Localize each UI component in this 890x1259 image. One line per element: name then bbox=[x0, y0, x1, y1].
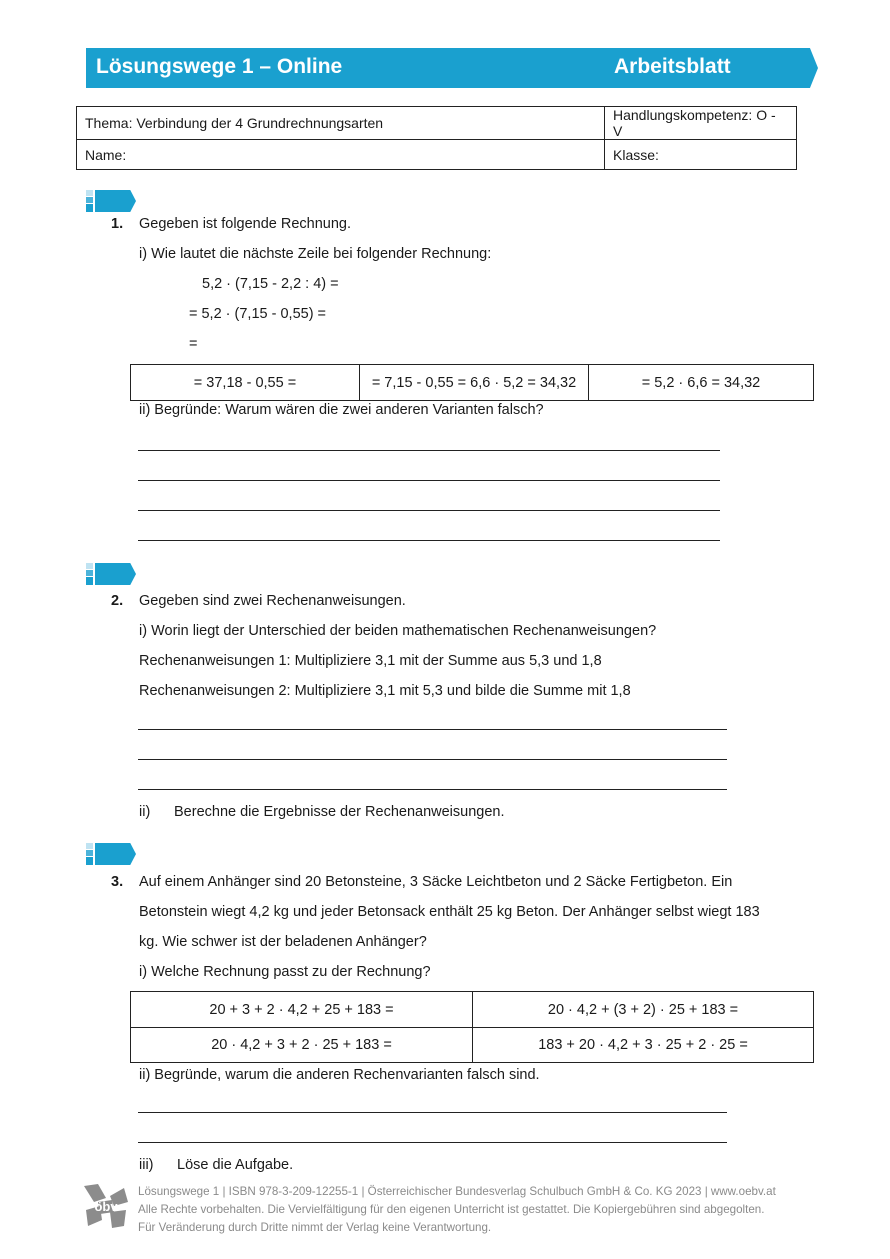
task2-question-2-label: ii) bbox=[139, 804, 151, 820]
competence-cell: Handlungskompetenz: O - V bbox=[605, 107, 797, 140]
answer-line[interactable] bbox=[138, 789, 727, 790]
task2-instruction-1: Rechenanweisungen 1: Multipliziere 3,1 mit der Summe aus 5,3 und 1,8 bbox=[139, 653, 602, 669]
task3-option-b[interactable]: 20 · 4,2 + (3 + 2) · 25 + 183 = bbox=[473, 992, 814, 1028]
footer-line-2: Alle Rechte vorbehalten. Die Vervielfältigung für den eigenen Unterricht ist gestattet. Die Kopiergebühren sind abgegolten. bbox=[138, 1203, 765, 1216]
task-marker-icon bbox=[86, 563, 136, 585]
task1-option-a[interactable]: = 37,18 - 0,55 = bbox=[131, 365, 360, 401]
task3-question-2: ii) Begründe, warum die anderen Rechenvarianten falsch sind. bbox=[139, 1067, 540, 1083]
task2-question-2: Berechne die Ergebnisse der Rechenanweisungen. bbox=[174, 804, 505, 820]
info-table bbox=[76, 106, 797, 170]
task1-calc-line-2: = 5,2 · (7,15 - 0,55) = bbox=[189, 306, 327, 322]
task1-option-c[interactable]: = 5,2 · 6,6 = 34,32 bbox=[589, 365, 814, 401]
task3-option-a[interactable]: 20 + 3 + 2 · 4,2 + 25 + 183 = bbox=[131, 992, 473, 1028]
footer-line-3: Für Veränderung durch Dritte nimmt der Verlag keine Verantwortung. bbox=[138, 1221, 492, 1234]
task3-option-d[interactable]: 183 + 20 · 4,2 + 3 · 25 + 2 · 25 = bbox=[473, 1028, 814, 1063]
logo-text: öbv bbox=[94, 1199, 118, 1214]
task2-instruction-2: Rechenanweisungen 2: Multipliziere 3,1 mit 5,3 und bilde die Summe mit 1,8 bbox=[139, 683, 631, 699]
task-marker-icon bbox=[86, 190, 136, 212]
task1-question-1: i) Wie lautet die nächste Zeile bei folgender Rechnung: bbox=[139, 246, 492, 262]
task1-calc-line-1: 5,2 · (7,15 - 2,2 : 4) = bbox=[202, 276, 339, 292]
task2-question-1: i) Worin liegt der Unterschied der beiden mathematischen Rechenanweisungen? bbox=[139, 623, 657, 639]
task3-question-1: i) Welche Rechnung passt zu der Rechnung? bbox=[139, 964, 431, 980]
answer-line[interactable] bbox=[138, 540, 720, 541]
task1-number: 1. bbox=[111, 216, 124, 232]
oebv-logo bbox=[80, 1180, 132, 1232]
class-cell[interactable]: Klasse: bbox=[605, 140, 797, 170]
task2-number: 2. bbox=[111, 593, 124, 609]
topic-cell: Thema: Verbindung der 4 Grundrechnungsarten bbox=[77, 107, 605, 140]
task-marker-icon bbox=[86, 843, 136, 865]
task3-options-table bbox=[130, 991, 814, 1063]
name-cell[interactable]: Name: bbox=[77, 140, 605, 170]
task3-text-line-1: Auf einem Anhänger sind 20 Betonsteine, 3 Säcke Leichtbeton und 2 Säcke Fertigbeton. Ein bbox=[139, 874, 733, 890]
task1-question-2: ii) Begründe: Warum wären die zwei anderen Varianten falsch? bbox=[139, 402, 544, 418]
task3-question-3-label: iii) bbox=[139, 1157, 154, 1173]
task1-option-b[interactable]: = 7,15 - 0,55 = 6,6 · 5,2 = 34,32 bbox=[360, 365, 589, 401]
answer-line[interactable] bbox=[138, 480, 720, 481]
task3-option-c[interactable]: 20 · 4,2 + 3 + 2 · 25 + 183 = bbox=[131, 1028, 473, 1063]
task3-text-line-2: Betonstein wiegt 4,2 kg und jeder Betonsack enthält 25 kg Beton. Der Anhänger selbst wiegt 183 bbox=[139, 904, 760, 920]
answer-line[interactable] bbox=[138, 510, 720, 511]
answer-line[interactable] bbox=[138, 759, 727, 760]
task3-text-line-3: kg. Wie schwer ist der beladenen Anhänger? bbox=[139, 934, 427, 950]
footer-line-1: Lösungswege 1 | ISBN 978-3-209-12255-1 | Österreichischer Bundesverlag Schulbuch GmbH & Co. KG 2023 | www.oebv.at bbox=[138, 1185, 776, 1198]
task1-options-table bbox=[130, 364, 814, 401]
answer-line[interactable] bbox=[138, 1142, 727, 1143]
task1-calc-line-3: = bbox=[189, 336, 198, 352]
footer-text bbox=[138, 1183, 818, 1237]
task3-number: 3. bbox=[111, 874, 124, 890]
answer-line[interactable] bbox=[138, 450, 720, 451]
task3-question-3: Löse die Aufgabe. bbox=[177, 1157, 294, 1173]
worksheet-title: Lösungswege 1 – Online bbox=[96, 55, 343, 78]
task2-intro: Gegeben sind zwei Rechenanweisungen. bbox=[139, 593, 406, 609]
answer-line[interactable] bbox=[138, 729, 727, 730]
worksheet-type: Arbeitsblatt bbox=[614, 55, 731, 78]
answer-line[interactable] bbox=[138, 1112, 727, 1113]
task1-intro: Gegeben ist folgende Rechnung. bbox=[139, 216, 352, 232]
